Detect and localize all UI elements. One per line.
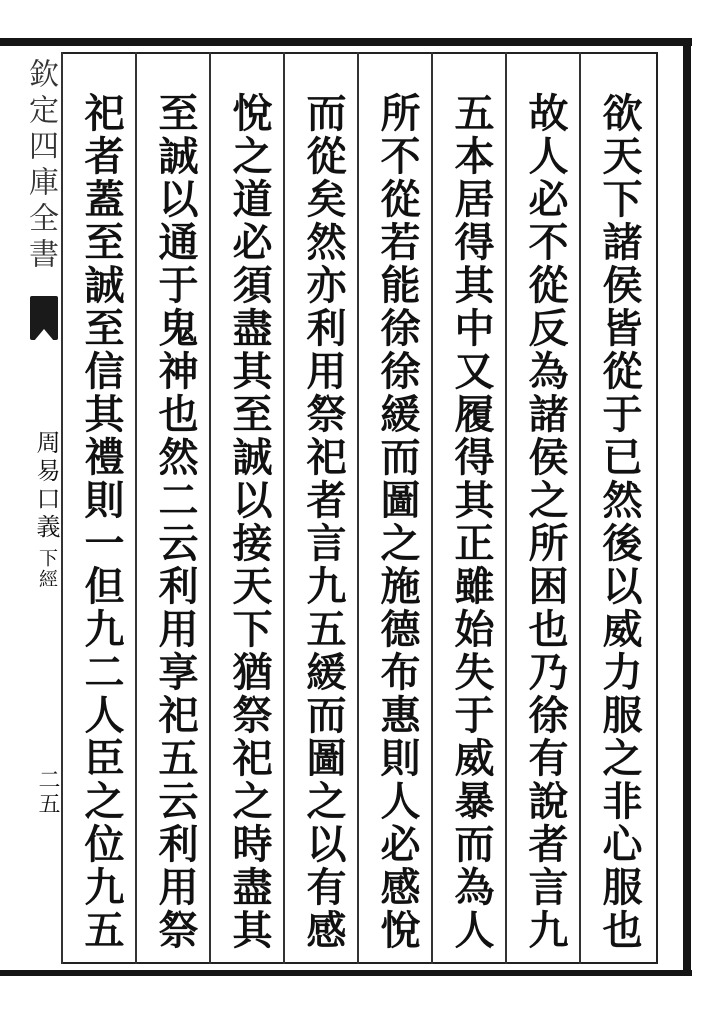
text-column-1: 欲天下諸侯皆從于已然後以威力服之非心服也 [596, 92, 643, 952]
text-column-2: 故人必不從反為諸侯之所困也乃徐有說者言九 [522, 92, 569, 952]
text-column-5: 而從矣然亦利用祭祀者言九五緩而圖之以有感 [300, 92, 347, 952]
text-column-3: 五本居得其中又履得其正雖始失于威暴而為人 [448, 92, 495, 952]
frame-top-border [0, 38, 692, 46]
text-column-4: 所不從若能徐徐緩而圖之施德布惠則人必感悅 [374, 92, 421, 952]
text-column-7: 至誠以通于鬼神也然二云利用享祀五云利用祭 [152, 92, 199, 952]
frame-right-border [683, 38, 691, 976]
frame-inner-top-line [62, 52, 658, 54]
margin-book-title: 欽定四庫全書 [23, 58, 58, 274]
margin-subsection-title: 下經 [36, 548, 58, 590]
text-column-6: 悅之道必須盡其至誠以接天下猶祭祀之時盡其 [226, 92, 273, 952]
page-number: 二五 [35, 768, 60, 816]
text-column-8: 祀者蓋至誠至信其禮則一但九二人臣之位九五 [78, 92, 125, 952]
fishtail-mark-icon [30, 296, 58, 340]
frame-bottom-border [0, 970, 692, 976]
frame-inner-right-line [656, 52, 658, 964]
frame-inner-bottom-line [62, 962, 658, 964]
margin-section-title: 周易口義 [32, 430, 60, 542]
column-rule [61, 52, 63, 964]
